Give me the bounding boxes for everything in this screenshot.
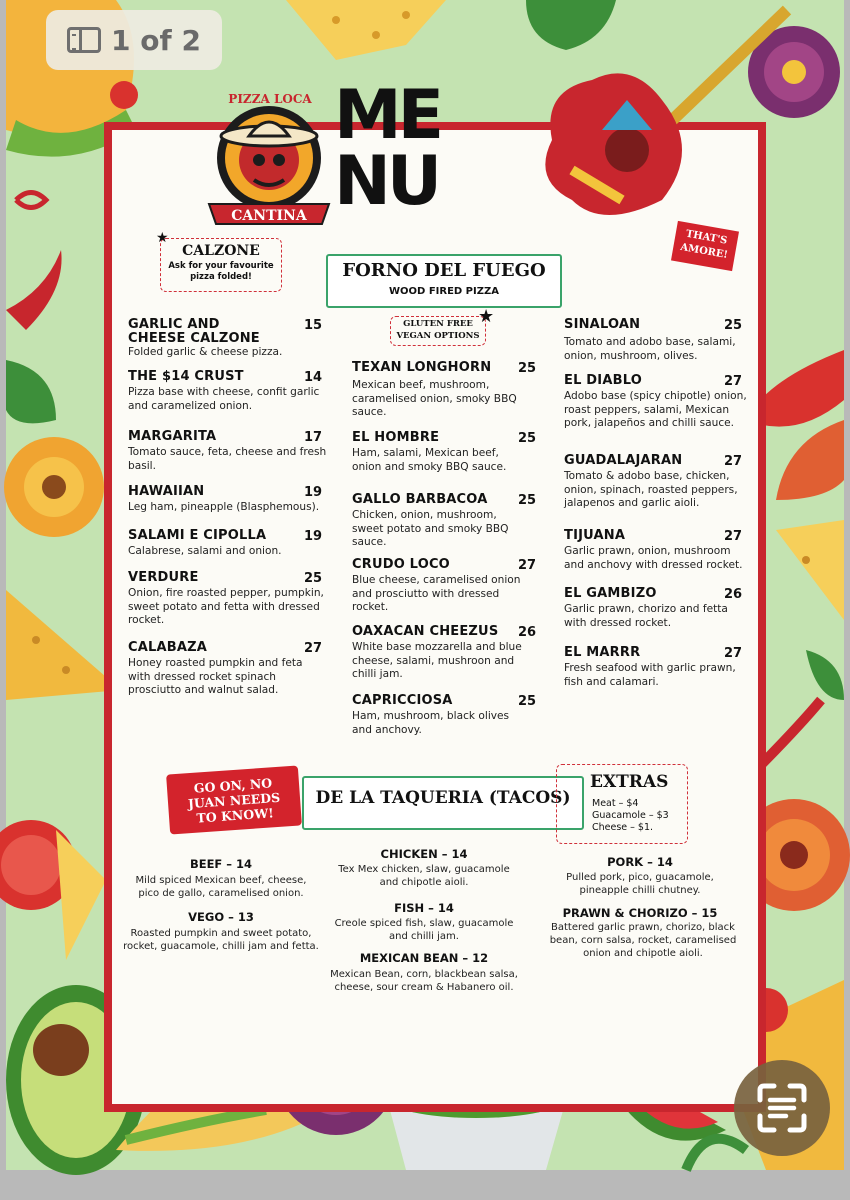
calzone-title: CALZONE bbox=[182, 243, 260, 259]
pizza-item-name: MARGARITA bbox=[128, 429, 217, 444]
pizza-item-price: 25 bbox=[304, 571, 323, 586]
pizza-item-desc: Tomato sauce, feta, cheese and fresh basil. bbox=[128, 446, 327, 472]
pizza-item-name: CAPRICCIOSA bbox=[352, 693, 453, 708]
pizza-item-desc: Garlic prawn, onion, mushroom and anchovy with dressed rocket. bbox=[564, 545, 743, 571]
pizza-item-name: GALLO BARBACOA bbox=[352, 492, 488, 507]
taco-fish-name: FISH – 14 bbox=[394, 901, 454, 915]
pizza-item-name: EL DIABLO bbox=[564, 373, 642, 388]
page-counter[interactable] bbox=[46, 10, 222, 70]
pizza-item-name: SALAMI E CIPOLLA bbox=[128, 528, 267, 543]
taco-pork-desc: Pulled pork, pico, guacamole, pineapple chilli chutney. bbox=[566, 872, 714, 896]
pizza-item-desc: Leg ham, pineapple (Blasphemous). bbox=[128, 501, 320, 513]
pizza-item-desc: Fresh seafood with garlic prawn, fish and calamari. bbox=[564, 662, 736, 688]
taco-prawn-chorizo-desc: Battered garlic prawn, chorizo, black bean, corn salsa, rocket, caramelised onion and chipotle aioli. bbox=[549, 922, 737, 959]
taco-beef-desc: Mild spiced Mexican beef, cheese, pico de gallo, caramelised onion. bbox=[135, 875, 307, 899]
pizza-item-name: EL HOMBRE bbox=[352, 430, 440, 445]
forno-subtitle: WOOD FIRED PIZZA bbox=[389, 286, 499, 297]
taco-prawn-chorizo-name: PRAWN & CHORIZO – 15 bbox=[562, 906, 718, 920]
pizza-item-desc: Chicken, onion, mushroom, sweet potato and smoky BBQ sauce. bbox=[352, 509, 509, 548]
taco-chicken-desc: Tex Mex chicken, slaw, guacamole and chipotle aioli. bbox=[338, 864, 510, 888]
pizza-item-name: CRUDO LOCO bbox=[352, 557, 450, 572]
guitar-illustration bbox=[512, 0, 792, 200]
taco-beef-name: BEEF – 14 bbox=[189, 857, 253, 871]
go-on-sign: GO ON, NO JUAN NEEDS TO KNOW! bbox=[166, 765, 302, 834]
menu-paper bbox=[112, 76, 758, 1104]
pizza-item-price: 15 bbox=[304, 318, 323, 333]
menu-heading-line1: ME bbox=[334, 76, 441, 155]
pizza-item-desc: Garlic prawn, chorizo and fetta with dressed rocket. bbox=[564, 603, 728, 629]
pizza-item-price: 27 bbox=[518, 558, 537, 573]
pizza-item-name: EL MARRR bbox=[564, 645, 641, 660]
brand-top: PIZZA LOCA bbox=[228, 92, 312, 106]
pizza-item-price: 19 bbox=[304, 529, 323, 544]
taco-vego-desc: Roasted pumpkin and sweet potato, rocket, guacamole, chilli jam and fetta. bbox=[123, 928, 319, 952]
pizza-item-price: 14 bbox=[304, 370, 323, 385]
live-text-button[interactable] bbox=[734, 1060, 830, 1156]
pizza-item-name: GARLIC AND CHEESE CALZONE bbox=[128, 317, 260, 346]
taco-pork-name: PORK – 14 bbox=[607, 855, 673, 869]
page-counter-label: 1 of 2 bbox=[111, 23, 201, 57]
pizza-item-name: CALABAZA bbox=[128, 640, 208, 655]
pizza-item-price: 27 bbox=[724, 454, 743, 469]
pizza-item-name: EL GAMBIZO bbox=[564, 586, 657, 601]
pizza-item-name: TEXAN LONGHORN bbox=[352, 360, 492, 375]
pizza-item-desc: Onion, fire roasted pepper, pumpkin, sweet potato and fetta with dressed rocket. bbox=[128, 587, 324, 626]
pizza-item-price: 25 bbox=[518, 493, 537, 508]
pizza-item-price: 25 bbox=[724, 318, 743, 333]
gluten-free-line1: GLUTEN FREE bbox=[403, 319, 473, 329]
extras-title: EXTRAS bbox=[590, 772, 669, 792]
pizza-item-price: 27 bbox=[304, 641, 323, 656]
pizza-item-price: 19 bbox=[304, 485, 323, 500]
calzone-note: Ask for your favourite pizza folded! bbox=[168, 261, 274, 282]
taco-mexican-bean-name: MEXICAN BEAN – 12 bbox=[359, 951, 489, 965]
pizza-item-name: GUADALAJARAN bbox=[564, 453, 683, 468]
pizza-item-price: 27 bbox=[724, 646, 743, 661]
pizza-item-price: 25 bbox=[518, 361, 537, 376]
menu-heading-line2: NU bbox=[334, 142, 439, 221]
brand-bottom: CANTINA bbox=[231, 208, 307, 224]
gluten-free-line2: VEGAN OPTIONS bbox=[396, 331, 480, 341]
pizza-item-name: SINALOAN bbox=[564, 317, 641, 332]
pizza-item-name: OAXACAN CHEEZUS bbox=[352, 624, 499, 639]
pizza-item-price: 26 bbox=[518, 625, 537, 640]
pizza-item-desc: Honey roasted pumpkin and feta with dressed rocket spinach prosciutto and walnut salad. bbox=[128, 657, 303, 696]
pizza-item-name: HAWAIIAN bbox=[128, 484, 205, 499]
thats-amore-sign: THAT'S AMORE! bbox=[671, 221, 739, 271]
pizza-item-price: 26 bbox=[724, 587, 743, 602]
pizza-item-name: THE $14 CRUST bbox=[128, 369, 244, 384]
extras-item: Meat – $4 bbox=[592, 798, 639, 809]
pizza-item-price: 27 bbox=[724, 374, 743, 389]
pizza-item-desc: White base mozzarella and blue cheese, salami, mushroon and chilli jam. bbox=[352, 641, 522, 680]
text-scan-icon bbox=[734, 1060, 830, 1156]
pizza-item-name: TIJUANA bbox=[564, 528, 626, 543]
pizza-loca-logo bbox=[204, 88, 334, 228]
pizza-item-desc: Blue cheese, caramelised onion and prosciutto with dressed rocket. bbox=[352, 574, 521, 613]
pizza-item-price: 17 bbox=[304, 430, 323, 445]
extras-item: Guacamole – $3 bbox=[592, 810, 669, 821]
pizza-item-desc: Ham, mushroom, black olives and anchovy. bbox=[352, 710, 510, 736]
pizza-item-desc: Ham, salami, Mexican beef, onion and smoky BBQ sauce. bbox=[352, 447, 507, 473]
pizza-item-desc: Mexican beef, mushroom, caramelised onion, smoky BBQ sauce. bbox=[352, 379, 517, 418]
taco-fish-desc: Creole spiced fish, slaw, guacamole and chilli jam. bbox=[334, 918, 514, 942]
pizza-item-name: VERDURE bbox=[128, 570, 199, 585]
pizza-item-price: 27 bbox=[724, 529, 743, 544]
pizza-item-desc: Tomato & adobo base, chicken, onion, spinach, roasted peppers, jalapenos and garlic aioli. bbox=[564, 470, 738, 509]
star-icon: ★ bbox=[156, 230, 169, 246]
taco-vego-name: VEGO – 13 bbox=[188, 910, 254, 924]
taco-mexican-bean-desc: Mexican Bean, corn, blackbean salsa, cheese, sour cream & Habanero oil. bbox=[330, 969, 518, 993]
taqueria-title: DE LA TAQUERIA (TACOS) bbox=[315, 788, 571, 808]
star-icon: ★ bbox=[478, 306, 495, 327]
sidebar-icon bbox=[67, 27, 101, 53]
pizza-item-desc: Folded garlic & cheese pizza. bbox=[128, 346, 283, 358]
pizza-item-desc: Tomato and adobo base, salami, onion, mushroom, olives. bbox=[564, 336, 736, 362]
pizza-item-price: 25 bbox=[518, 431, 537, 446]
pizza-item-desc: Adobo base (spicy chipotle) onion, roast peppers, salami, Mexican pork, jalapeños and chilli sauce. bbox=[564, 390, 747, 429]
pizza-item-desc: Calabrese, salami and onion. bbox=[128, 545, 282, 557]
pizza-item-desc: Pizza base with cheese, confit garlic and caramelized onion. bbox=[128, 386, 320, 412]
forno-title: FORNO DEL FUEGO bbox=[342, 260, 546, 281]
taco-chicken-name: CHICKEN – 14 bbox=[380, 847, 468, 861]
menu-page bbox=[6, 0, 844, 1170]
extras-item: Cheese – $1. bbox=[592, 822, 654, 833]
pizza-item-price: 25 bbox=[518, 694, 537, 709]
